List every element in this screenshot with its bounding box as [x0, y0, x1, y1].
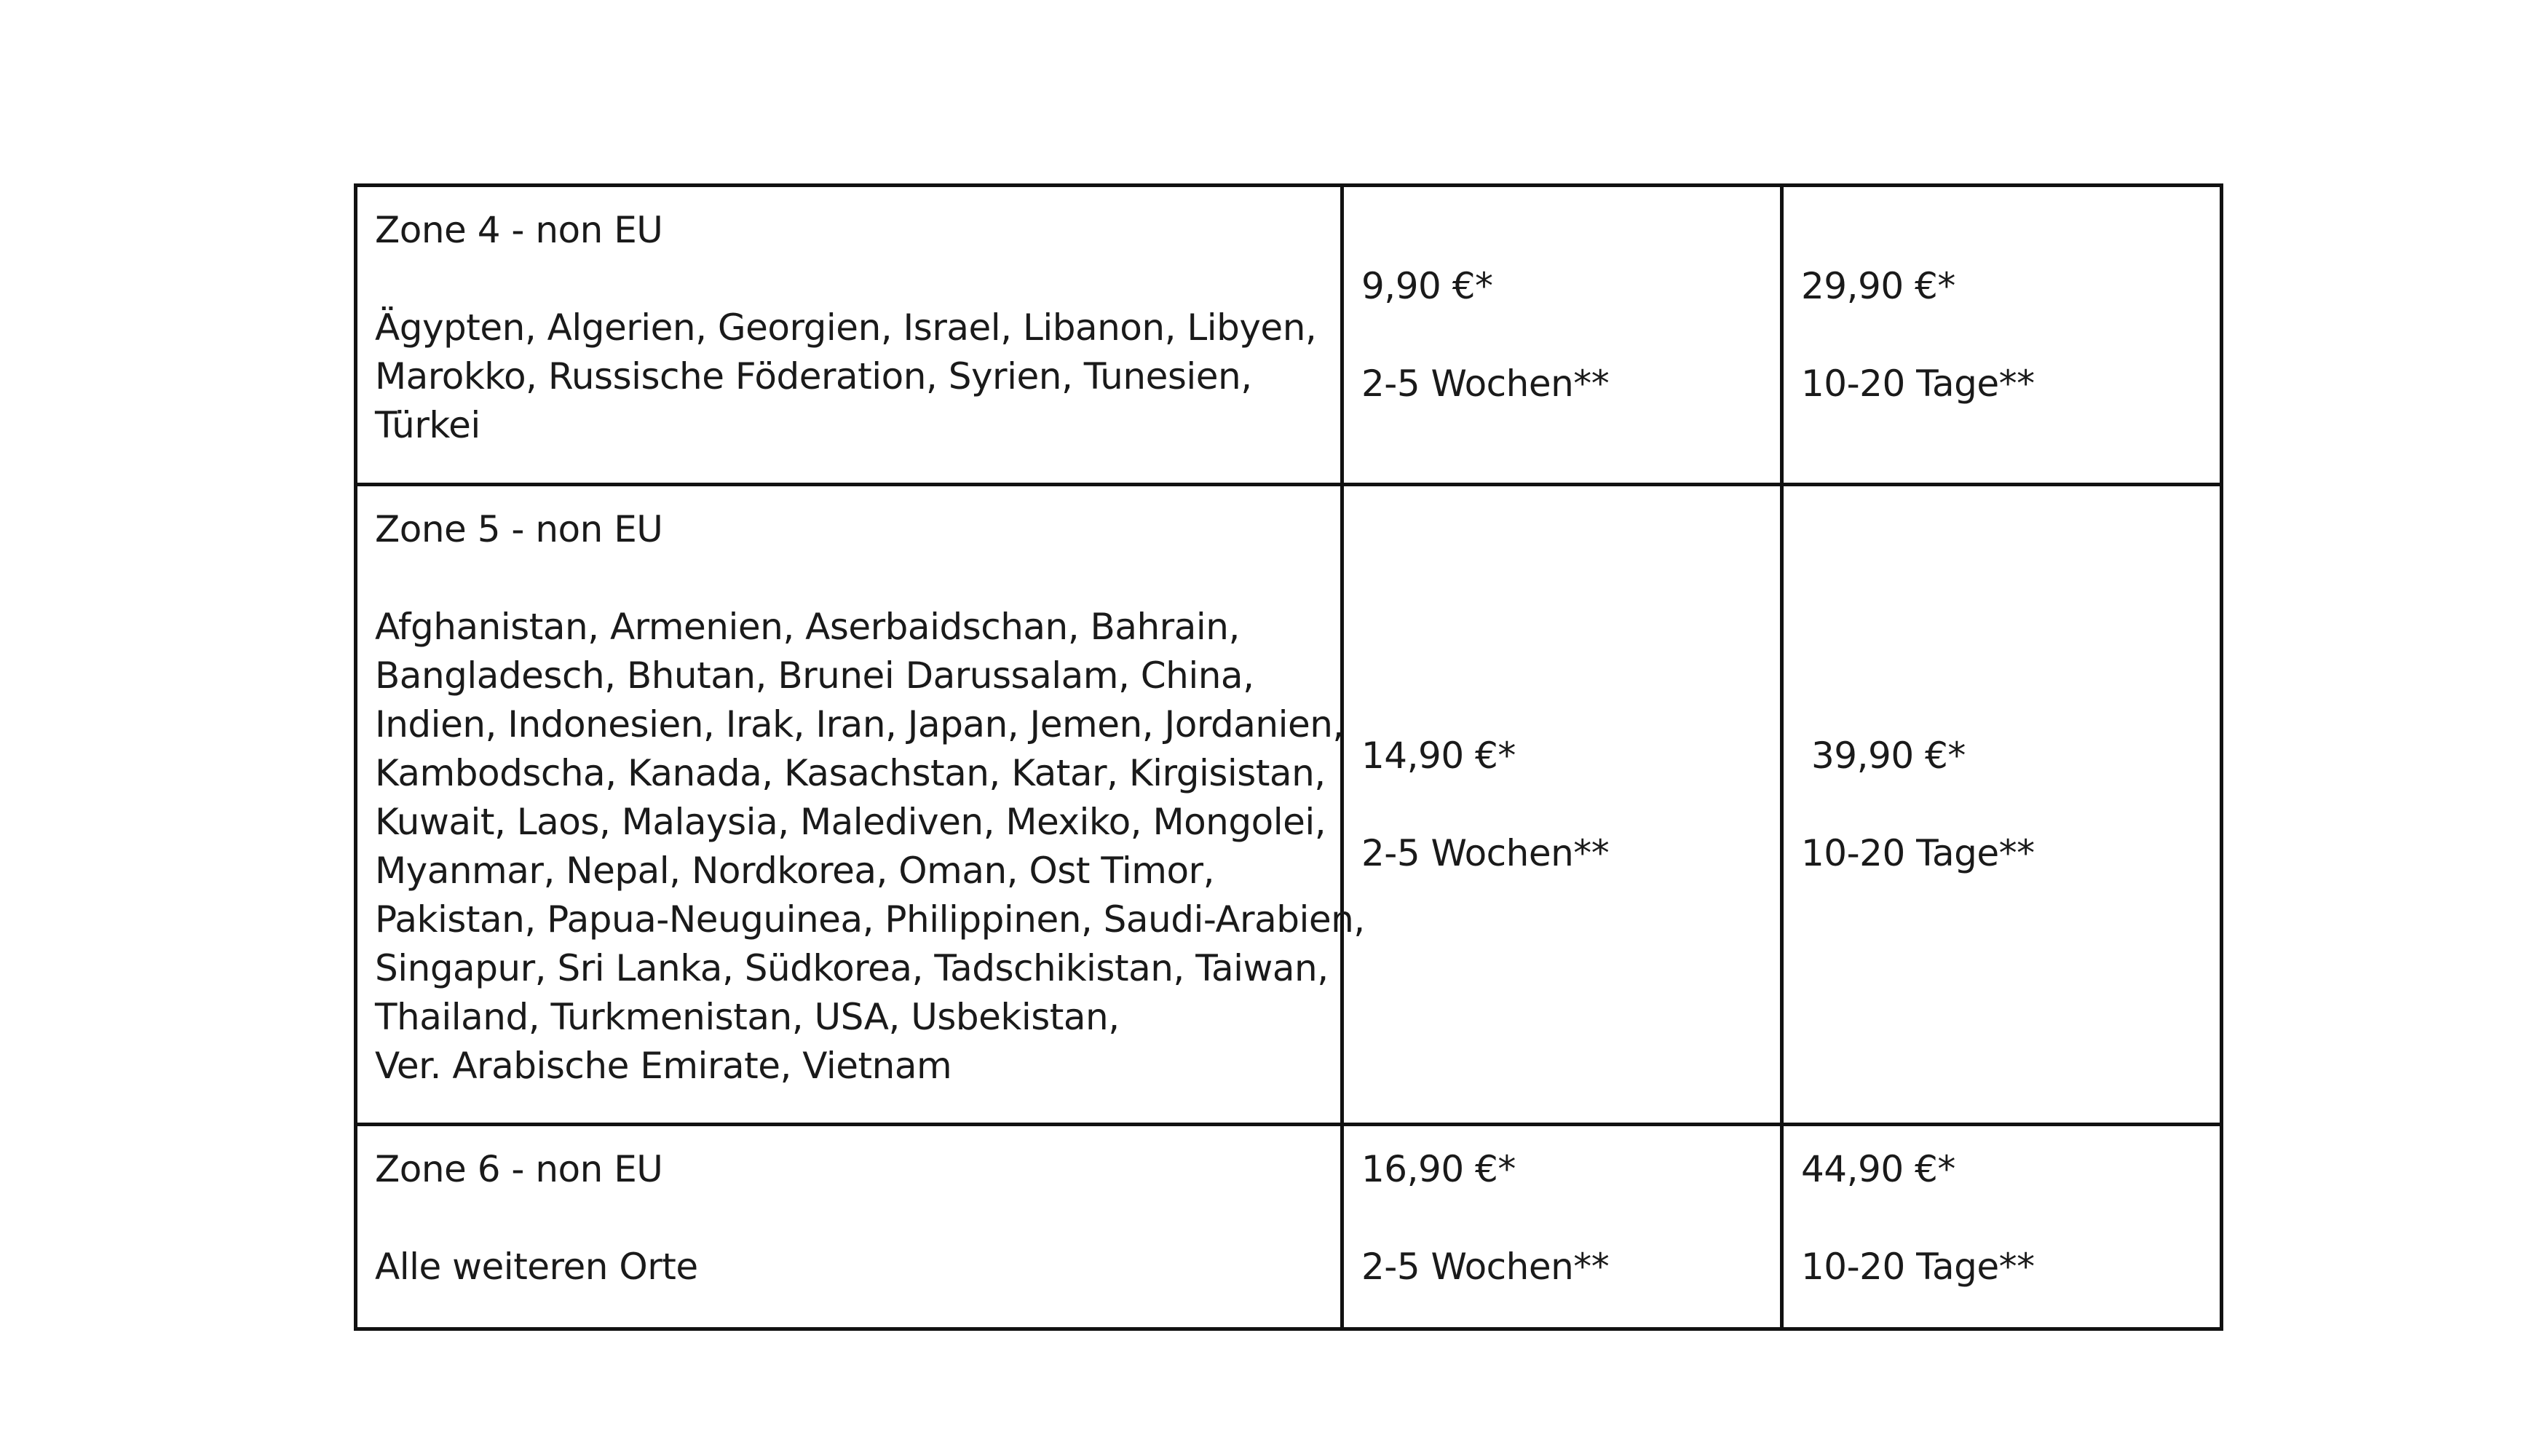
express-price: 39,90 €*: [1811, 734, 1966, 777]
zone-name: Zone 6 - non EU: [375, 1148, 663, 1190]
express-shipping-cell: [1782, 1125, 2222, 1329]
countries-line: Pakistan, Papua-Neuguinea, Philippinen, Saudi-Arabien,: [375, 898, 1365, 941]
standard-price: 16,90 €*: [1361, 1148, 1516, 1190]
countries-line: Kambodscha, Kanada, Kasachstan, Katar, Kirgisistan,: [375, 752, 1326, 794]
express-delivery-time: 10-20 Tage**: [1801, 362, 2035, 405]
express-price: 29,90 €*: [1801, 264, 1955, 307]
zone-countries: [375, 603, 1365, 1091]
zone-cell: [356, 485, 1365, 1125]
zone-countries: [375, 1243, 1326, 1291]
zone-name: Zone 5 - non EU: [375, 508, 663, 550]
standard-delivery-time: 2-5 Wochen**: [1361, 362, 1610, 405]
countries-line: Indien, Indonesien, Irak, Iran, Japan, Jemen, Jordanien,: [375, 703, 1344, 745]
countries-line: Bangladesch, Bhutan, Brunei Darussalam, China,: [375, 654, 1254, 697]
express-shipping-cell: [1782, 186, 2222, 485]
standard-price: 9,90 €*: [1361, 264, 1493, 307]
zone-cell: [356, 1125, 1342, 1329]
zone-countries: [375, 304, 1326, 450]
standard-shipping-cell: [1342, 1125, 1782, 1329]
standard-delivery-time: 2-5 Wochen**: [1361, 1246, 1610, 1288]
express-price: 44,90 €*: [1801, 1148, 1955, 1190]
countries-line: Myanmar, Nepal, Nordkorea, Oman, Ost Timor,: [375, 850, 1215, 892]
countries-line: Thailand, Turkmenistan, USA, Usbekistan,: [375, 996, 1120, 1038]
express-delivery-time: 10-20 Tage**: [1801, 1246, 2035, 1288]
table-row-zone-4: [356, 186, 2222, 485]
countries-line: Türkei: [375, 404, 480, 446]
table-row-zone-6: [356, 1125, 2222, 1329]
table-row-zone-5: [356, 485, 2222, 1125]
express-delivery-time: 10-20 Tage**: [1801, 831, 2035, 874]
countries-line: Marokko, Russische Föderation, Syrien, Tunesien,: [375, 355, 1252, 397]
express-shipping-cell: [1782, 485, 2222, 1125]
countries-line: Alle weiteren Orte: [375, 1246, 698, 1288]
zone-cell: [356, 186, 1342, 485]
countries-line: Kuwait, Laos, Malaysia, Malediven, Mexiko, Mongolei,: [375, 801, 1326, 843]
zone-name: Zone 4 - non EU: [375, 209, 663, 251]
countries-line: Ägypten, Algerien, Georgien, Israel, Libanon, Libyen,: [375, 306, 1317, 349]
countries-line: Afghanistan, Armenien, Aserbaidschan, Bahrain,: [375, 606, 1240, 648]
shipping-rates-table: [354, 183, 2223, 1331]
standard-price: 14,90 €*: [1361, 734, 1516, 777]
standard-shipping-cell: [1342, 186, 1782, 485]
standard-shipping-cell: [1342, 485, 1782, 1125]
countries-line: Singapur, Sri Lanka, Südkorea, Tadschikistan, Taiwan,: [375, 947, 1329, 989]
standard-delivery-time: 2-5 Wochen**: [1361, 831, 1610, 874]
countries-line: Ver. Arabische Emirate, Vietnam: [375, 1045, 952, 1087]
